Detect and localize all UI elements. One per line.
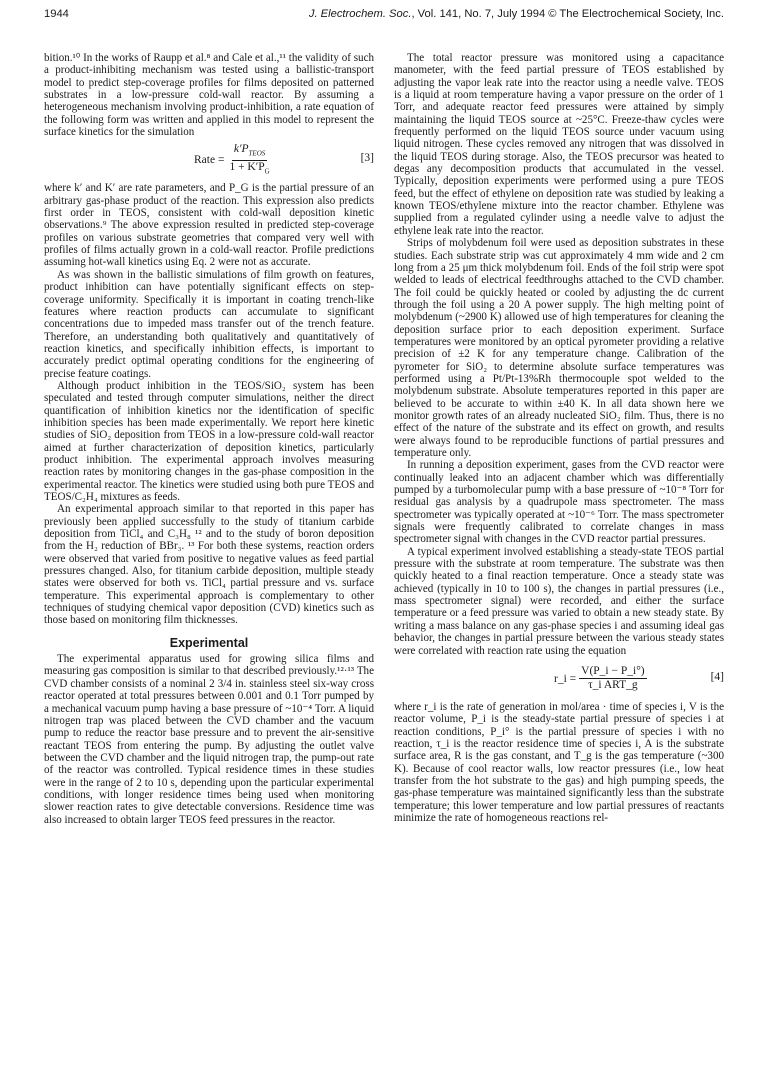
page-header xyxy=(44,8,724,24)
equation-denominator: 1 + K′P xyxy=(229,160,265,173)
equation-numerator: k′P xyxy=(233,142,249,155)
paragraph: In running a deposition experiment, gases from the CVD reactor were continually leaked into an adjacent chamber which was differentially pumped by a turbomolecular pump with a base pressure of ~10⁻⁸ Torr for residual gas analysis by a quadrupole mass spectrometer. The mass spectrometer was typically operated at ~10⁻⁶ Torr. The mass spectrometer signals were frequently calibrated to correlate changes in mass spectrometer signal with changes in the CVD reactor partial pressures. xyxy=(394,459,724,546)
equation-lhs: r_i = xyxy=(554,672,577,685)
paragraph: An experimental approach similar to that reported in this paper has previously been applied successfully to the study of titanium carbide deposition from TiCl₄ and C₃H₈ ¹² and to the study of boron deposition from the H₂ reduction of BBr₃. ¹³ For both these systems, reaction orders were observed that varied from positive to negative values as feed partial pressures changed. Also, for titanium carbide deposition, multiple steady states were observed for both vs. TiCl₄ partial pressure and vs. surface temperature. This experimental approach is complementary to other techniques of studying chemical vapor deposition (CVD) kinetics such as those based on monitoring film thicknesses. xyxy=(44,503,374,627)
paragraph: where r_i is the rate of generation in mol/area · time of species i, V is the reactor volume, P_i is the steady-state partial pressure of species i at reaction conditions, P_i° is the partial pressure of species i with no reaction, τ_i is the reactor residence time of species i, A is the substrate surface area, R is the gas constant, and T_g is the gas temperature (~300 K). Because of cool reactor walls, low reactor pressures (i.e., low heat transfer from the hot substrate to the gas) and high pumping speeds, the gas-phase temperature was maintained significantly less than the substrate temperature; this lower temperature and low partial pressures of reactants minimize the rate of homogeneous reactions rel- xyxy=(394,700,724,824)
equation-denominator: τ_i ART_g xyxy=(588,679,638,692)
journal-issue: , Vol. 141, No. 7, July 1994 © The Electrochemical Society, Inc. xyxy=(411,8,724,20)
paragraph: The experimental apparatus used for growing silica films and measuring gas composition is similar to that described previously.¹²·¹³ The CVD chamber consists of a nominal 2 3/4 in. stainless steel six-way cross reactor operated at total pressures between 0.001 and 0.1 Torr pumped by a mechanical vacuum pump having a base pressure of ~10⁻⁴ Torr. A liquid nitrogen trap was placed between the CVD chamber and the vacuum pump to reduce the reactor base pressure and to prevent the air-sensitive reactant TEOS from entering the pump. By adjusting the outlet valve between the CVD chamber and the liquid nitrogen trap, the pump-out rate of the reactor was controlled. Typical residence times in these studies were in the range of 2 to 10 s, depending upon the particular experimental conditions, with longer residence times being used when monitoring slower reaction rates to give detectable conversions. Residence time was also increased to obtain larger TEOS feed pressures in the reactor. xyxy=(44,653,374,826)
right-column xyxy=(394,52,724,824)
left-column xyxy=(44,52,374,826)
equation-4 xyxy=(394,661,724,697)
paragraph: The total reactor pressure was monitored using a capacitance manometer, with the feed partial pressure of TEOS established by adjusting the vapor leak rate into the reactor using a needle valve. TEOS is a liquid at room temperature having a vapor pressure on the order of 1 Torr, and adequate reactor feed pressures were attained by simply maintaining the liquid TEOS source at ~25°C. Freeze-thaw cycles were frequently performed on the liquid TEOS source under vacuum using liquid nitrogen. These cycles removed any nitrogen that was dissolved in the liquid TEOS during storage. Also, the TEOS precursor was heated to degas any decomposition products that accumulated in the vessel. Typically, deposition experiments were performed using a pure TEOS feed, but the effect of ethylene on deposition rate was studied by leaking a known TEOS/ethylene mixture into the reactor chamber. Ethylene was supplied from a regulated cylinder using a needle valve to adjust the ethylene leak rate into the reactor. xyxy=(394,52,724,237)
equation-numerator: V(P_i − P_i°) xyxy=(581,665,645,678)
paragraph: where k′ and K′ are rate parameters, and P_G is the partial pressure of an arbitrary gas-phase product of the reaction. This expression also predicts first order in TEOS, consistent with cold-wall deposition kinetic observations.⁹ The above expression resulted in predicted step-coverage profiles on various substrate geometries that compared very well with profiles of films actually grown in a cold-wall reactor. Profile predictions assuming hot-wall kinetics using Eq. 2 were not as accurate. xyxy=(44,182,374,269)
paragraph: Strips of molybdenum foil were used as deposition substrates in these studies. Each substrate strip was cut approximately 4 mm wide and 2 cm long from a 25 μm thick molybdenum foil. Ends of the foil strip were spot welded to leads of electrical feedthroughs attached to the CVD chamber. The foil could be quickly heated or cooled by adjusting the dc current through the foil using a 20 A power supply. The high melting point of molybdenum (~2900 K) allowed use of high temperatures for cleaning the deposition surface prior to each deposition experiment. Surface temperatures were monitored by an optical pyrometer providing a relative precision of ±2 K for any temperature change. Calibration of the pyrometer for SiO₂ to determine absolute surface temperatures was performed using a Pt/Pt-13%Rh thermocouple spot welded to the molybdenum substrate. Absolute temperatures reported in this paper are believed to be accurate to within ±40 K. In all data shown here we monitor growth rates of an already nucleated SiO₂ film. Thus, there is no effect of the nature of the substrate and its effect on growth, and results were always found to be reproducible functions of partial pressures and temperature only. xyxy=(394,237,724,459)
equation-fraction xyxy=(579,665,646,692)
equation-3 xyxy=(44,142,374,178)
equation-numerator-subscript: TEOS xyxy=(248,148,266,157)
section-heading: Experimental xyxy=(169,635,249,650)
page-number: 1944 xyxy=(44,8,69,20)
equation-fraction xyxy=(227,143,271,179)
equation-number: [3] xyxy=(360,152,374,165)
paragraph: bition.¹⁰ In the works of Raupp et al.⁸ and Cale et al.,¹¹ the validity of such a product-inhibiting mechanism was tested using a ballistic-transport model to predict step-coverage profiles for films deposited on patterned substrates in a low-pressure cold-wall reactor. By assuming a heterogeneous mechanism involving product-inhibition, a rate equation of the following form was written and applied in this model to represent the surface kinetics for the simulation xyxy=(44,52,374,139)
equation-number: [4] xyxy=(710,670,724,683)
equation-lhs: Rate = xyxy=(194,154,225,167)
journal-name: J. Electrochem. Soc. xyxy=(308,8,412,20)
journal-citation xyxy=(309,8,724,20)
paragraph: As was shown in the ballistic simulations of film growth on features, product inhibition can have potentially significant effects on step-coverage uniformity. Specifically it is important in coating trench-like features where reaction products can accumulate to significant concentrations due to impeded mass transfer out of the trench feature. Therefore, an understanding both qualitatively and quantitatively of reaction kinetics, and specifically inhibition effects, is important to accurately predict optimal operating conditions for the engineering of precise feature coatings. xyxy=(44,268,374,380)
paragraph: A typical experiment involved establishing a steady-state TEOS partial pressure with the substrate at room temperature. The substrate was then quickly heated to a final reaction temperature. Once a steady state was achieved (typically in 10 to 100 s), the changes in partial pressures (i.e., mass spectrometer signal) were recorded, and either the surface temperature or a feed pressure was varied to obtain a new steady state. By writing a mass balance on any gas-phase species i and assuming ideal gas behavior, the changes in partial pressure between the various steady states were correlated with reaction rate using the equation xyxy=(394,545,724,657)
paragraph: Although product inhibition in the TEOS/SiO₂ system has been speculated and tested through computer simulations, neither the direct quantification of inhibition kinetics nor the identification of specific inhibition species has been made experimentally. We report here kinetic studies of SiO₂ deposition from TEOS in a low-pressure cold-wall reactor aimed at further characterization of deposition kinetics, particularly product inhibition. The experimental approach involves measuring reaction rates by monitoring changes in the gas-phase composition in the experimental reactor. The kinetics were studied using both pure TEOS and TEOS/C₂H₄ mixtures as feeds. xyxy=(44,379,374,503)
equation-denominator-subscript: G xyxy=(264,167,270,176)
